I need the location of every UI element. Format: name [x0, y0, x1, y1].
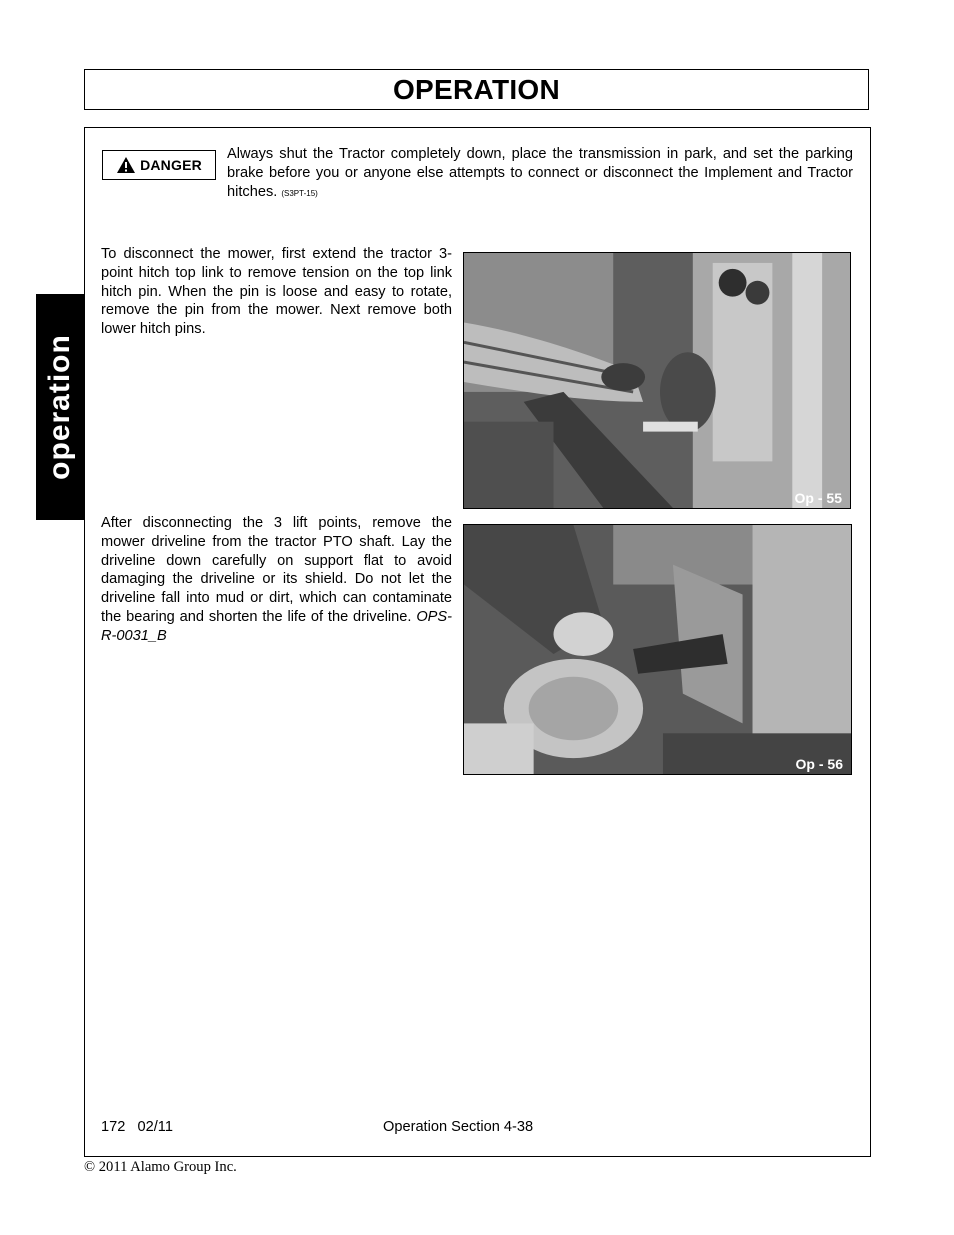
danger-message-text: Always shut the Tractor completely down, place the transmission in park, and set the parking brake before you or anyone else attempts to connect or disconnect the Implement and Tractor hitches.: [227, 146, 853, 200]
disconnect-hitch-paragraph: To disconnect the mower, first extend the tractor 3-point hitch top link to remove tension on the top link hitch pin. When the pin is loose and easy to rotate, remove the pin from the mower. Next remove both lower hitch pins.: [101, 246, 452, 338]
danger-message: [227, 145, 853, 203]
danger-badge: [102, 150, 216, 180]
reference-code: OPS-R-0031_B: [101, 608, 452, 644]
danger-label: DANGER: [140, 157, 202, 173]
figure-caption: Op - 56: [795, 756, 843, 772]
danger-code: (S3PT-15): [281, 189, 318, 198]
figure-op-55-photo: [463, 252, 851, 509]
driveline-text: After disconnecting the 3 lift points, remove the mower driveline from the tractor PTO shaft. Lay the driveline down carefully on support flat to avoid damaging the driveline or its shield. Do not let the driveline fall into mud or dirt, which can contaminate the bearing and shorten the life of the driveline.: [101, 515, 452, 625]
pto-driveline-photo-illustration: [464, 525, 851, 774]
warning-triangle-icon: [116, 156, 136, 174]
figure-op-56-photo: [463, 524, 852, 775]
disconnect-driveline-paragraph: [101, 514, 452, 646]
section-reference: Operation Section 4-38: [383, 1119, 534, 1135]
page-number: 172 02/11: [101, 1119, 173, 1135]
page-header: [84, 69, 869, 110]
copyright-notice: © 2011 Alamo Group Inc.: [84, 1159, 237, 1175]
side-tab-label: operation: [43, 334, 77, 480]
hitch-pin-photo-illustration: [464, 253, 850, 508]
figure-caption: Op - 55: [794, 490, 842, 506]
side-section-tab: [36, 294, 84, 520]
page-title: OPERATION: [392, 73, 561, 105]
